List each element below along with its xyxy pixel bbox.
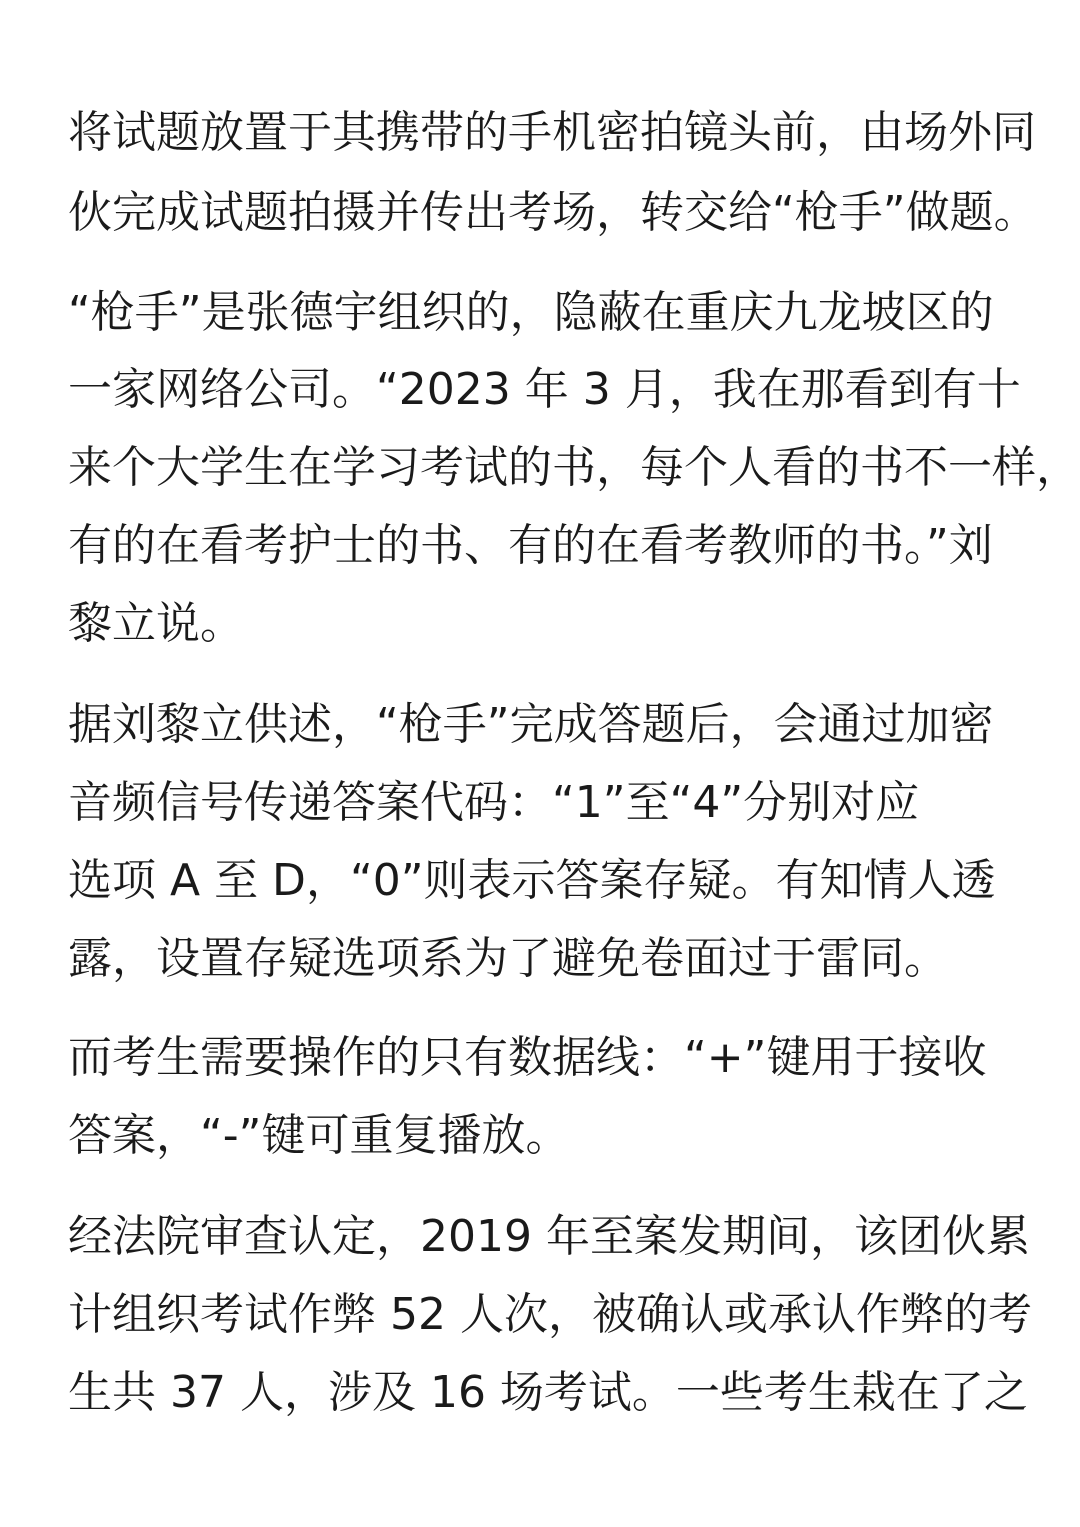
text-line: 来个大学生在学习考试的书，每个人看的书不一样， [68, 442, 1080, 493]
text-line: 音频信号传递答案代码：“1”至“4”分别对应 [68, 777, 920, 828]
text-line: 经法院审查认定，2019 年至案发期间，该团伙累 [68, 1211, 1030, 1262]
text-line: 生共 37 人，涉及 16 场考试。一些考生栽在了之 [68, 1367, 1028, 1418]
text-line: 选项 A 至 D，“0”则表示答案存疑。有知情人透 [68, 855, 996, 906]
text-line: 将试题放置于其携带的手机密拍镜头前，由场外同 [68, 107, 1036, 158]
text-line: 答案，“-”键可重复播放。 [68, 1110, 570, 1161]
text-line: 计组织考试作弊 52 人次，被确认或承认作弊的考 [68, 1289, 1032, 1340]
text-line: 黎立说。 [68, 598, 244, 649]
text-line: 露，设置存疑选项系为了避免卷面过于雷同。 [68, 933, 948, 984]
text-line: “枪手”是张德宇组织的，隐蔽在重庆九龙坡区的 [68, 287, 994, 338]
text-line: 有的在看考护士的书、有的在看考教师的书。”刘 [68, 520, 993, 571]
text-line: 据刘黎立供述，“枪手”完成答题后，会通过加密 [68, 699, 994, 750]
text-line: 一家网络公司。“2023 年 3 月，我在那看到有十 [68, 364, 1021, 415]
text-line: 而考生需要操作的只有数据线：“+”键用于接收 [68, 1032, 987, 1083]
text-line: 伙完成试题拍摄并传出考场，转交给“枪手”做题。 [68, 187, 1038, 238]
